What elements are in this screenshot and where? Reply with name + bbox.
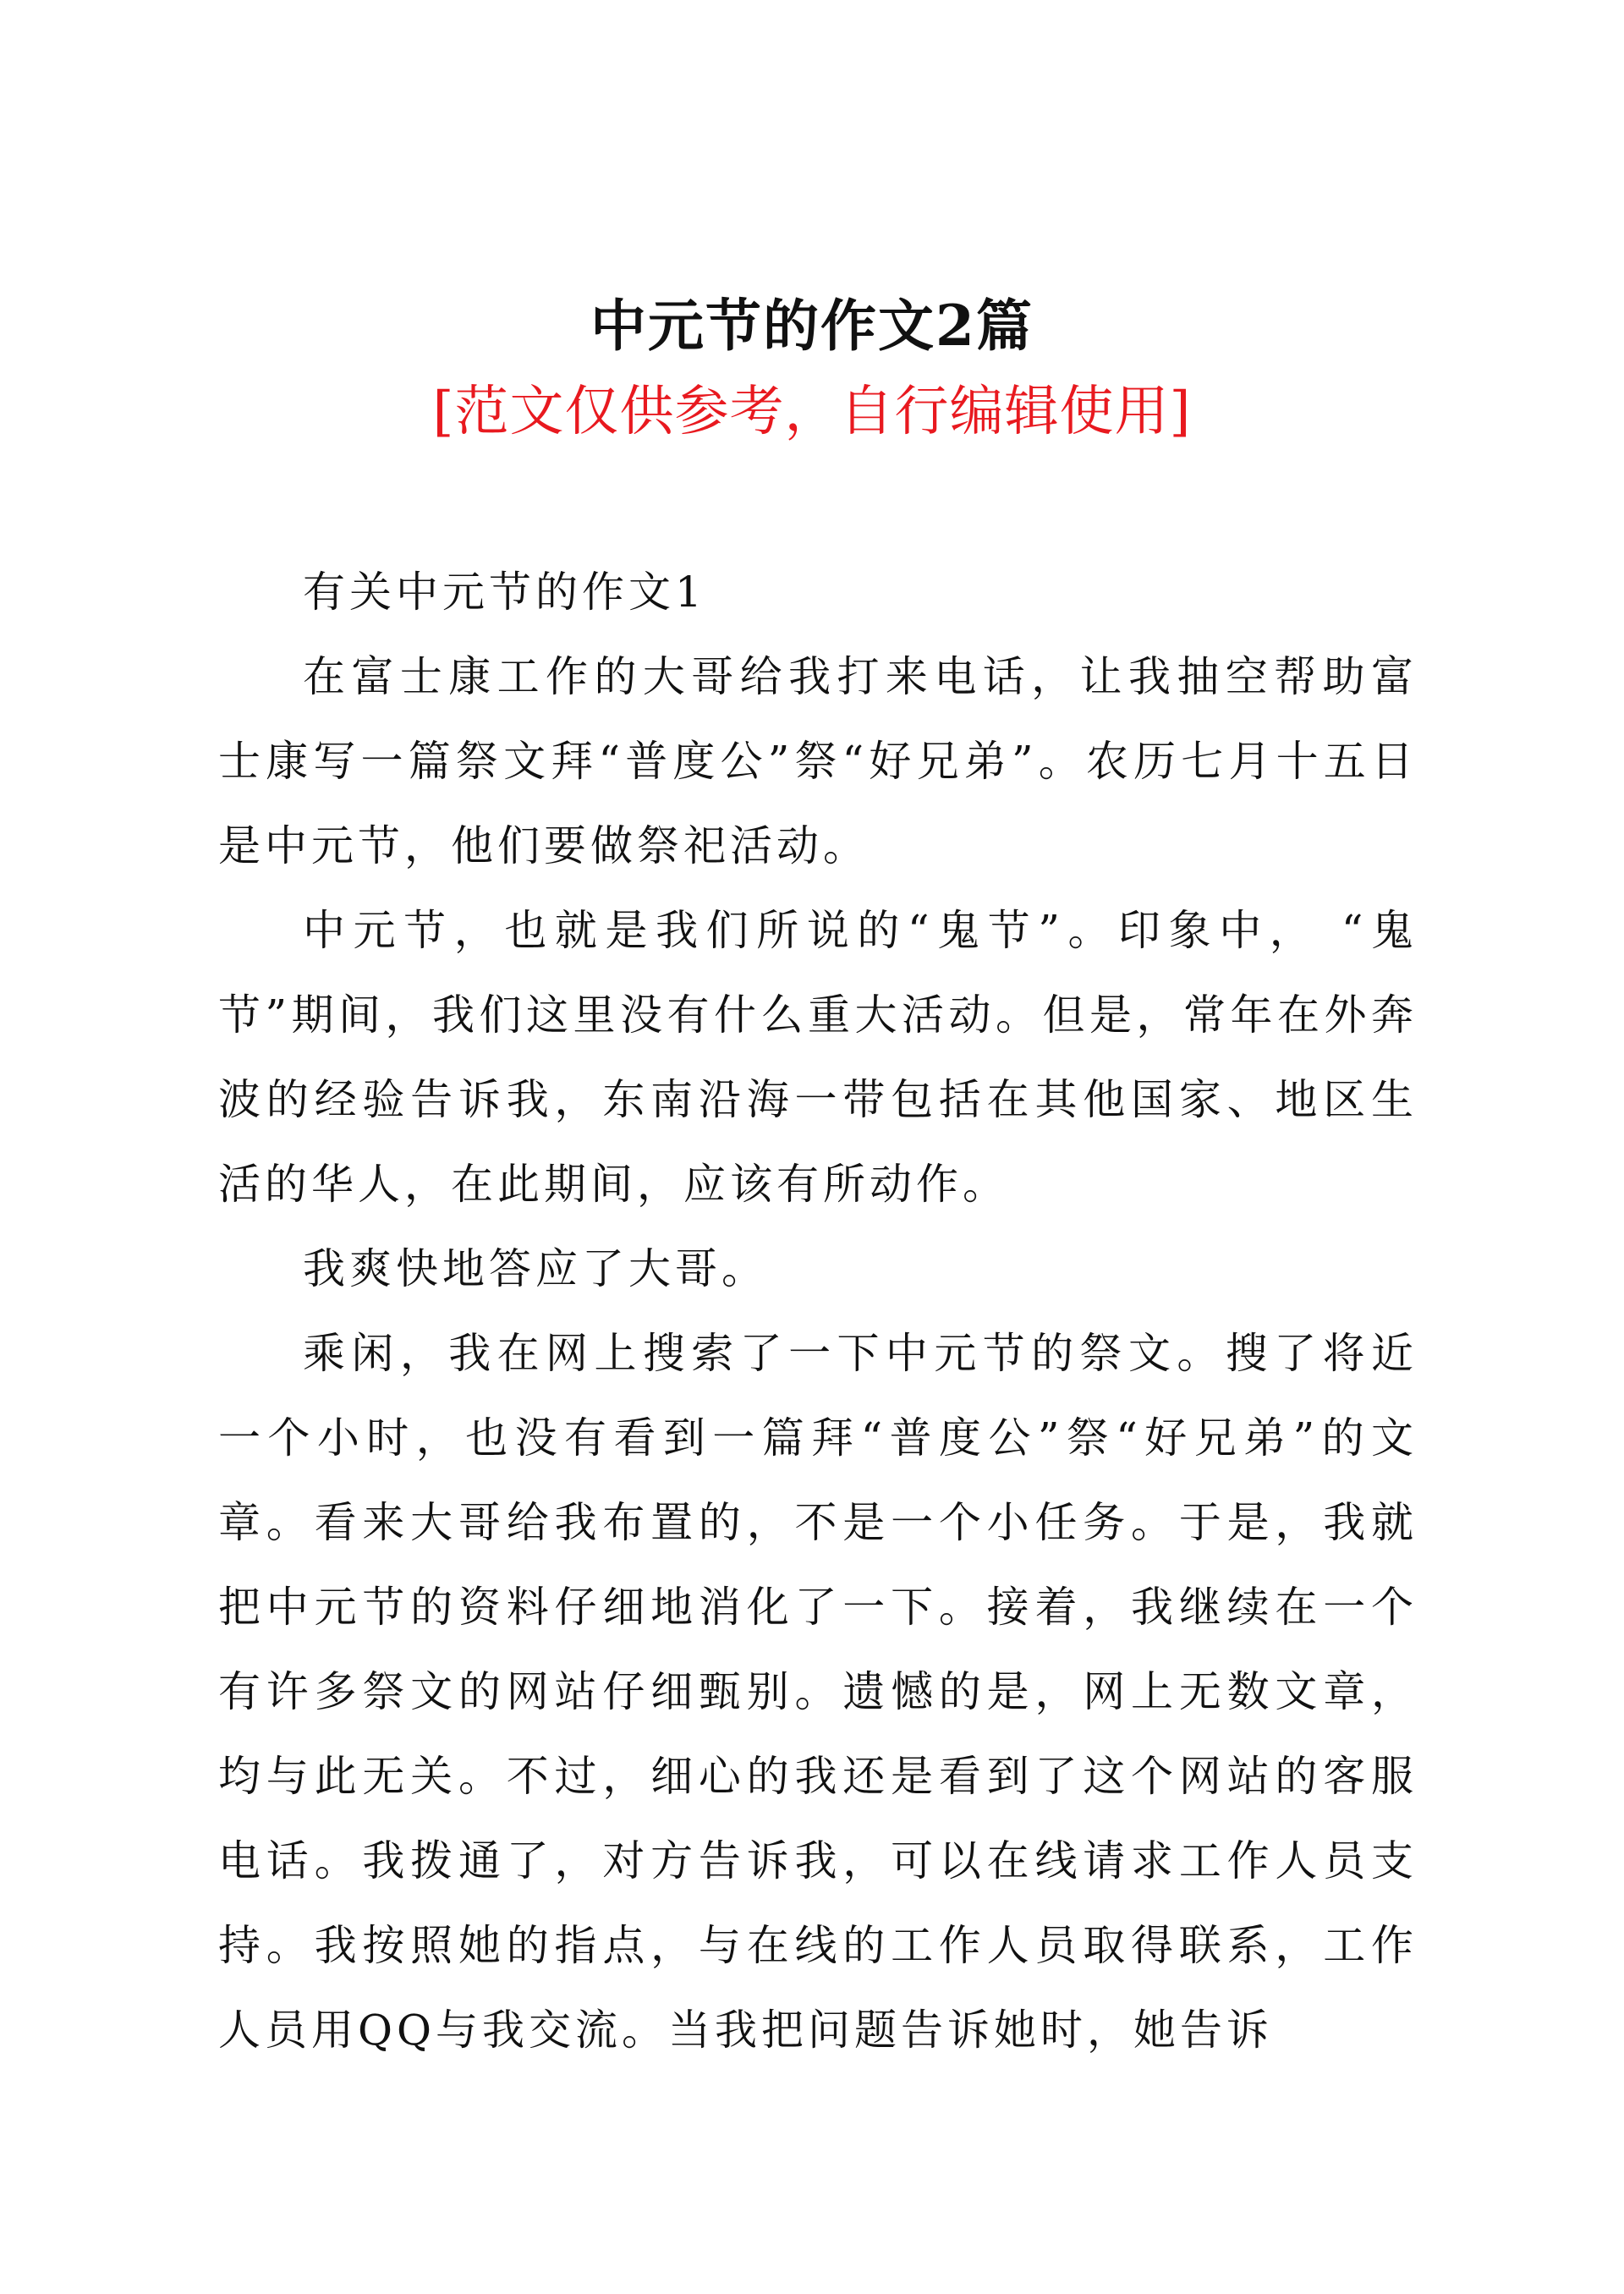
document-subtitle: [范文仅供参考，自行编辑使用] [432,381,1192,443]
paragraph: 我爽快地答应了大哥。 [303,1244,768,1293]
document-title: 中元节的作文2篇 [590,293,1034,359]
paragraph: 中元节，也就是我们所说的“鬼节”。印象中， “鬼节”期间，我们这里没有什么重大活动。但是，常年在外奔波的经验告诉我，东南沿海一带包括在其他国家、地区生活的华人，在此期间，应该有所动作。 [218,906,1418,1209]
document-body [218,550,1418,2072]
paragraph: 乘闲，我在网上搜索了一下中元节的祭文。搜了将近一个小时，也没有看到一篇拜“普度公”祭“好兄弟”的文章。看来大哥给我布置的，不是一个小任务。于是，我就把中元节的资料仔细地消化了一下。接着，我继续在一个有许多祭文的网站仔细甄别。遗憾的是，网上无数文章，均与此无关。不过，细心的我还是看到了这个网站的客服电话。我拨通了，对方告诉我，可以在线请求工作人员支持。我按照她的指点，与在线的工作人员取得联系，工作人员用QQ与我交流。当我把问题告诉她时，她告诉 [218,1329,1418,2055]
paragraph: 在富士康工作的大哥给我打来电话，让我抽空帮助富士康写一篇祭文拜“普度公”祭“好兄弟”。农历七月十五日是中元节，他们要做祭祀活动。 [218,652,1418,870]
section-heading: 有关中元节的作文1 [303,568,706,617]
